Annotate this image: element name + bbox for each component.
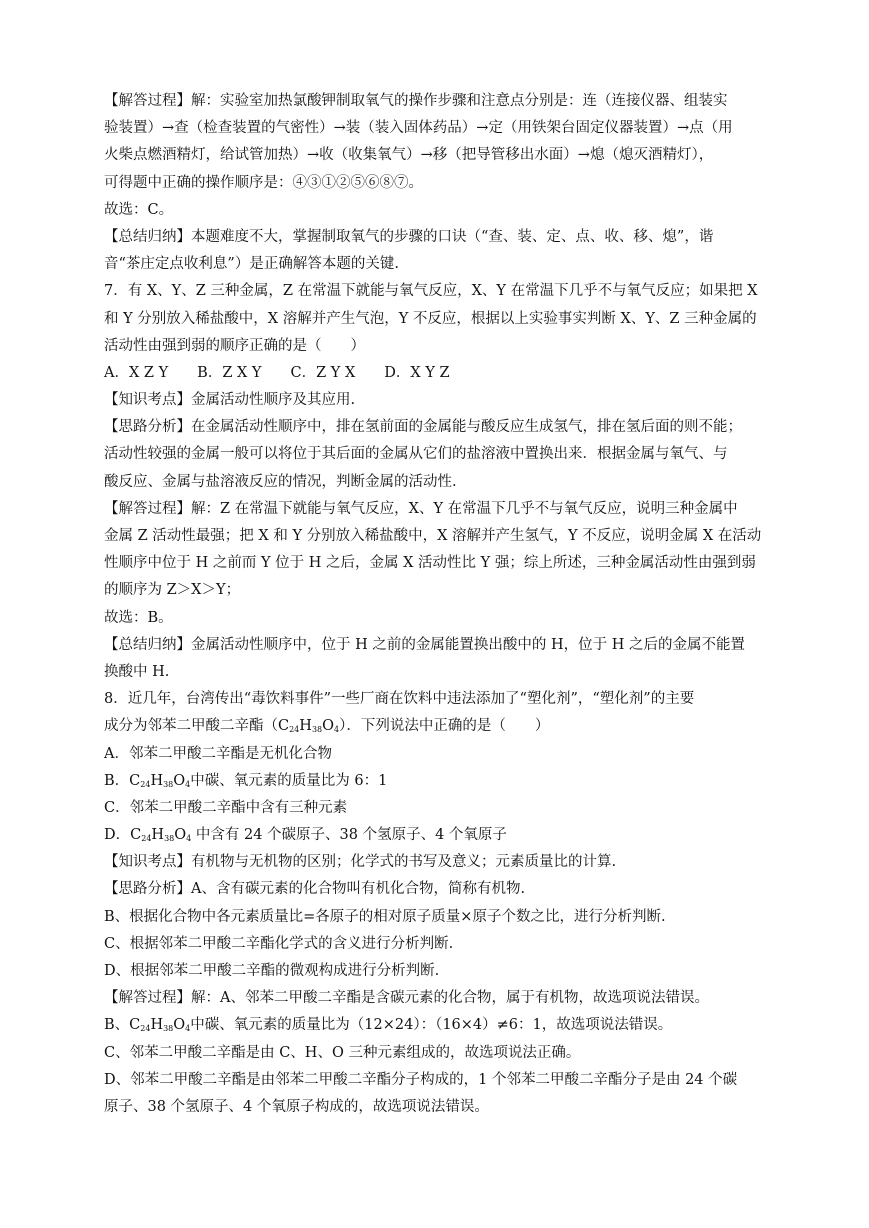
document-body xyxy=(104,88,770,1121)
q6-summary-line: 【总结归纳】本题难度不大，掌握制取氧气的步骤的口诀（“查、装、定、点、收、移、熄”，谐 xyxy=(104,228,714,245)
q8-option-a: A．邻苯二甲酸二辛酯是无机化合物 xyxy=(104,745,332,762)
formula-sub: 24 xyxy=(289,725,300,735)
q6-solution-line: 验装置）→查（检查装置的气密性）→装（装入固体药品）→定（用铁架台固定仪器装置）→点（用 xyxy=(104,120,733,137)
formula-sub: 38 xyxy=(311,725,323,735)
q7-summary-line: 换酸中 H. xyxy=(104,663,170,680)
q8-solution-line: D、邻苯二甲酸二辛酯是由邻苯二甲酸二辛酯分子构成的，1 个邻苯二甲酸二辛酯分子是由 24 个碳 xyxy=(104,1071,738,1088)
formula-sub: 4 xyxy=(185,779,191,789)
formula-symbol: H xyxy=(150,772,164,789)
formula-symbol: O xyxy=(174,827,187,844)
q7-stem-line: 7．有 X、Y、Z 三种金属，Z 在常温下就能与氧气反应，X、Y 在常温下几乎不与氧气反应；如果把 X xyxy=(104,283,758,300)
option-text: B．C xyxy=(104,772,141,789)
q6-solution-line: 火柴点燃酒精灯，给试管加热）→收（收集氧气）→移（把导管移出水面）→熄（熄灭酒精灯）， xyxy=(104,147,714,164)
q6-solution-line: 【解答过程】解：实验室加热氯酸钾制取氧气的操作步骤和注意点分别是：连（连接仪器、组装实 xyxy=(104,93,728,109)
q6-solution-line: 可得题中正确的操作顺序是：④③①②⑤⑥⑧⑦。 xyxy=(104,174,423,191)
formula-sub: 38 xyxy=(163,779,174,789)
q8-analysis-line: C、根据邻苯二甲酸二辛酯化学式的含义进行分析判断. xyxy=(104,935,454,952)
q7-knowledge-point: 【知识考点】金属活动性顺序及其应用. xyxy=(104,392,356,409)
formula-symbol: O xyxy=(173,1017,186,1034)
q8-knowledge-point: 【知识考点】有机物与无机物的区别；化学式的书写及意义；元素质量比的计算. xyxy=(104,854,617,871)
formula-sub: 38 xyxy=(164,834,175,844)
q8-option-b xyxy=(104,768,770,795)
q7-stem-line: 活动性由强到弱的顺序正确的是（ ） xyxy=(104,337,365,354)
formula-sub: 24 xyxy=(141,834,152,844)
q6-answer-choice: 故选：C。 xyxy=(104,201,174,218)
formula-symbol: H xyxy=(151,827,165,844)
q7-analysis-line: 活动性较强的金属一般可以将位于其后面的金属从它们的盐溶液中置换出来．根据金属与氧气、与 xyxy=(104,446,728,463)
q8-analysis-line: B、根据化合物中各元素质量比=各原子的相对原子质量×原子个数之比，进行分析判断. xyxy=(104,908,666,925)
q7-answer-choice: 故选：B。 xyxy=(104,609,173,626)
formula-sub: 24 xyxy=(140,779,151,789)
q6-summary-line: 音“茶庄定点收利息”）是正确解答本题的关键. xyxy=(104,256,399,273)
q7-analysis-line: 酸反应、金属与盐溶液反应的情况，判断金属的活动性. xyxy=(104,473,457,490)
q8-solution-line xyxy=(104,1012,770,1039)
q7-solution-line: 性顺序中位于 H 之前而 Y 位于 H 之后，金属 X 活动性比 Y 强；综上所述，三种金属活动性由强到弱 xyxy=(104,555,756,572)
formula-symbol: H xyxy=(299,718,312,735)
stem-text: ）．下列说法中正确的是（ ） xyxy=(339,718,550,735)
formula-sub: 4 xyxy=(334,725,340,735)
q8-stem-line: 8．近几年，台湾传出“毒饮料事件”一些厂商在饮料中违法添加了“塑化剂”，“塑化剂”的主要 xyxy=(104,691,695,708)
formula-sub: 24 xyxy=(140,1024,151,1034)
option-text: 中碳、氧元素的质量比为 6：1 xyxy=(190,772,388,789)
formula-sub: 4 xyxy=(185,1024,191,1034)
q8-option-d xyxy=(104,822,770,849)
option-text: 中含有 24 个碳原子、38 个氢原子、4 个氧原子 xyxy=(191,827,507,844)
q8-stem-line xyxy=(104,713,770,740)
formula-sub: 38 xyxy=(163,1024,174,1034)
q7-solution-line: 金属 Z 活动性最强；把 X 和 Y 分别放入稀盐酸中，X 溶解并产生氢气，Y 不反应，说明金属 X 在活动 xyxy=(104,528,762,544)
q7-stem-line: 和 Y 分别放入稀盐酸中，X 溶解并产生气泡，Y 不反应，根据以上实验事实判断 X、Y、Z 三种金属的 xyxy=(104,310,757,327)
formula-symbol: H xyxy=(150,1017,164,1034)
q7-solution-line: 【解答过程】解：Z 在常温下就能与氧气反应，X、Y 在常温下几乎不与氧气反应，说明三种金属中 xyxy=(104,500,738,517)
q7-summary-line: 【总结归纳】金属活动性顺序中，位于 H 之前的金属能置换出酸中的 H，位于 H 之后的金属不能置 xyxy=(104,636,745,653)
solution-text: 中碳、氧元素的质量比为（12×24）：（16×4）≠6：1，故选项说法错误。 xyxy=(190,1017,673,1034)
formula-symbol: O xyxy=(322,718,335,735)
q7-options: A．X Z Y B．Z X Y C．Z Y X D．X Y Z xyxy=(104,364,450,381)
solution-text: B、C xyxy=(104,1017,141,1034)
q8-solution-line: 【解答过程】解：A、邻苯二甲酸二辛酯是含碳元素的化合物，属于有机物，故选项说法错误。 xyxy=(104,990,709,1007)
q8-analysis-line: D、根据邻苯二甲酸二辛酯的微观构成进行分析判断. xyxy=(104,963,440,979)
option-text: D．C xyxy=(104,827,142,844)
formula-symbol: O xyxy=(173,772,186,789)
stem-text: 成分为邻苯二甲酸二辛酯（C xyxy=(104,718,290,735)
q7-analysis-line: 【思路分析】在金属活动性顺序中，排在氢前面的金属能与酸反应生成氢气，排在氢后面的则不能； xyxy=(104,419,742,436)
formula-sub: 4 xyxy=(186,834,192,844)
q8-option-c: C．邻苯二甲酸二辛酯中含有三种元素 xyxy=(104,799,348,816)
q8-analysis-line: 【思路分析】A、含有碳元素的化合物叫有机化合物，简称有机物. xyxy=(104,881,526,898)
q8-solution-line: 原子、38 个氢原子、4 个氧原子构成的，故选项说法错误。 xyxy=(104,1098,489,1115)
q7-solution-line: 的顺序为 Z＞X＞Y； xyxy=(104,582,241,599)
q8-solution-line: C、邻苯二甲酸二辛酯是由 C、H、O 三种元素组成的，故选项说法正确。 xyxy=(104,1044,581,1061)
